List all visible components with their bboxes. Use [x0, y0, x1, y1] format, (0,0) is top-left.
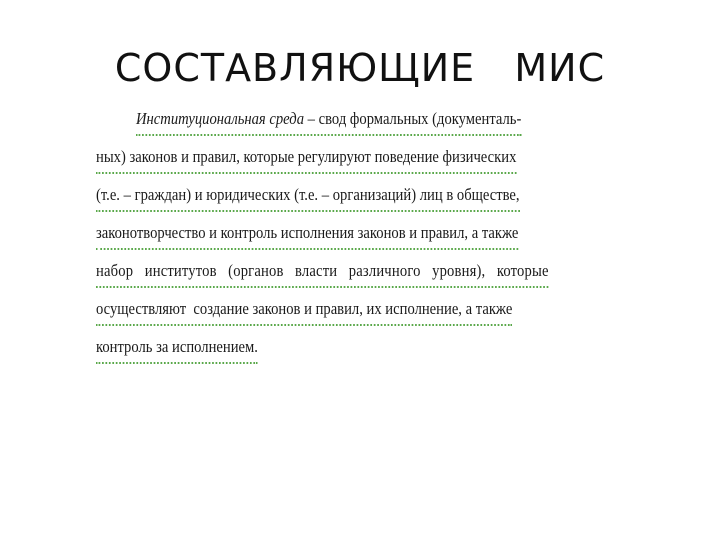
paragraph-line-7-text: контроль за исполнением.	[96, 332, 258, 364]
paragraph-line-4	[96, 218, 552, 256]
paragraph-line-2	[96, 142, 552, 180]
paragraph-line-6	[96, 294, 552, 332]
paragraph-line-2-text: ных) законов и правил, которые регулируют поведение физических	[96, 142, 516, 174]
paragraph-line-5-text: набор институтов (органов власти различного уровня), которые	[96, 256, 549, 288]
slide-title: СОСТАВЛЯЮЩИЕ МИС	[114, 46, 606, 90]
paragraph-line-6-text: осуществляют создание законов и правил, их исполнение, а также	[96, 294, 512, 326]
paragraph-line-7	[96, 332, 552, 370]
line-1-rest: – свод формальных (документаль-	[304, 109, 522, 128]
paragraph-line-3	[96, 180, 552, 218]
paragraph-image	[96, 104, 552, 370]
paragraph-line-3-text: (т.е. – граждан) и юридических (т.е. – организаций) лиц в обществе,	[96, 180, 520, 212]
paragraph-line-4-text: законотворчество и контроль исполнения законов и правил, а также	[96, 218, 518, 250]
paragraph-line-1-text	[136, 104, 521, 136]
paragraph-line-5	[96, 256, 552, 294]
paragraph-line-1	[96, 104, 552, 142]
lead-term: Институциональная среда	[136, 109, 305, 128]
